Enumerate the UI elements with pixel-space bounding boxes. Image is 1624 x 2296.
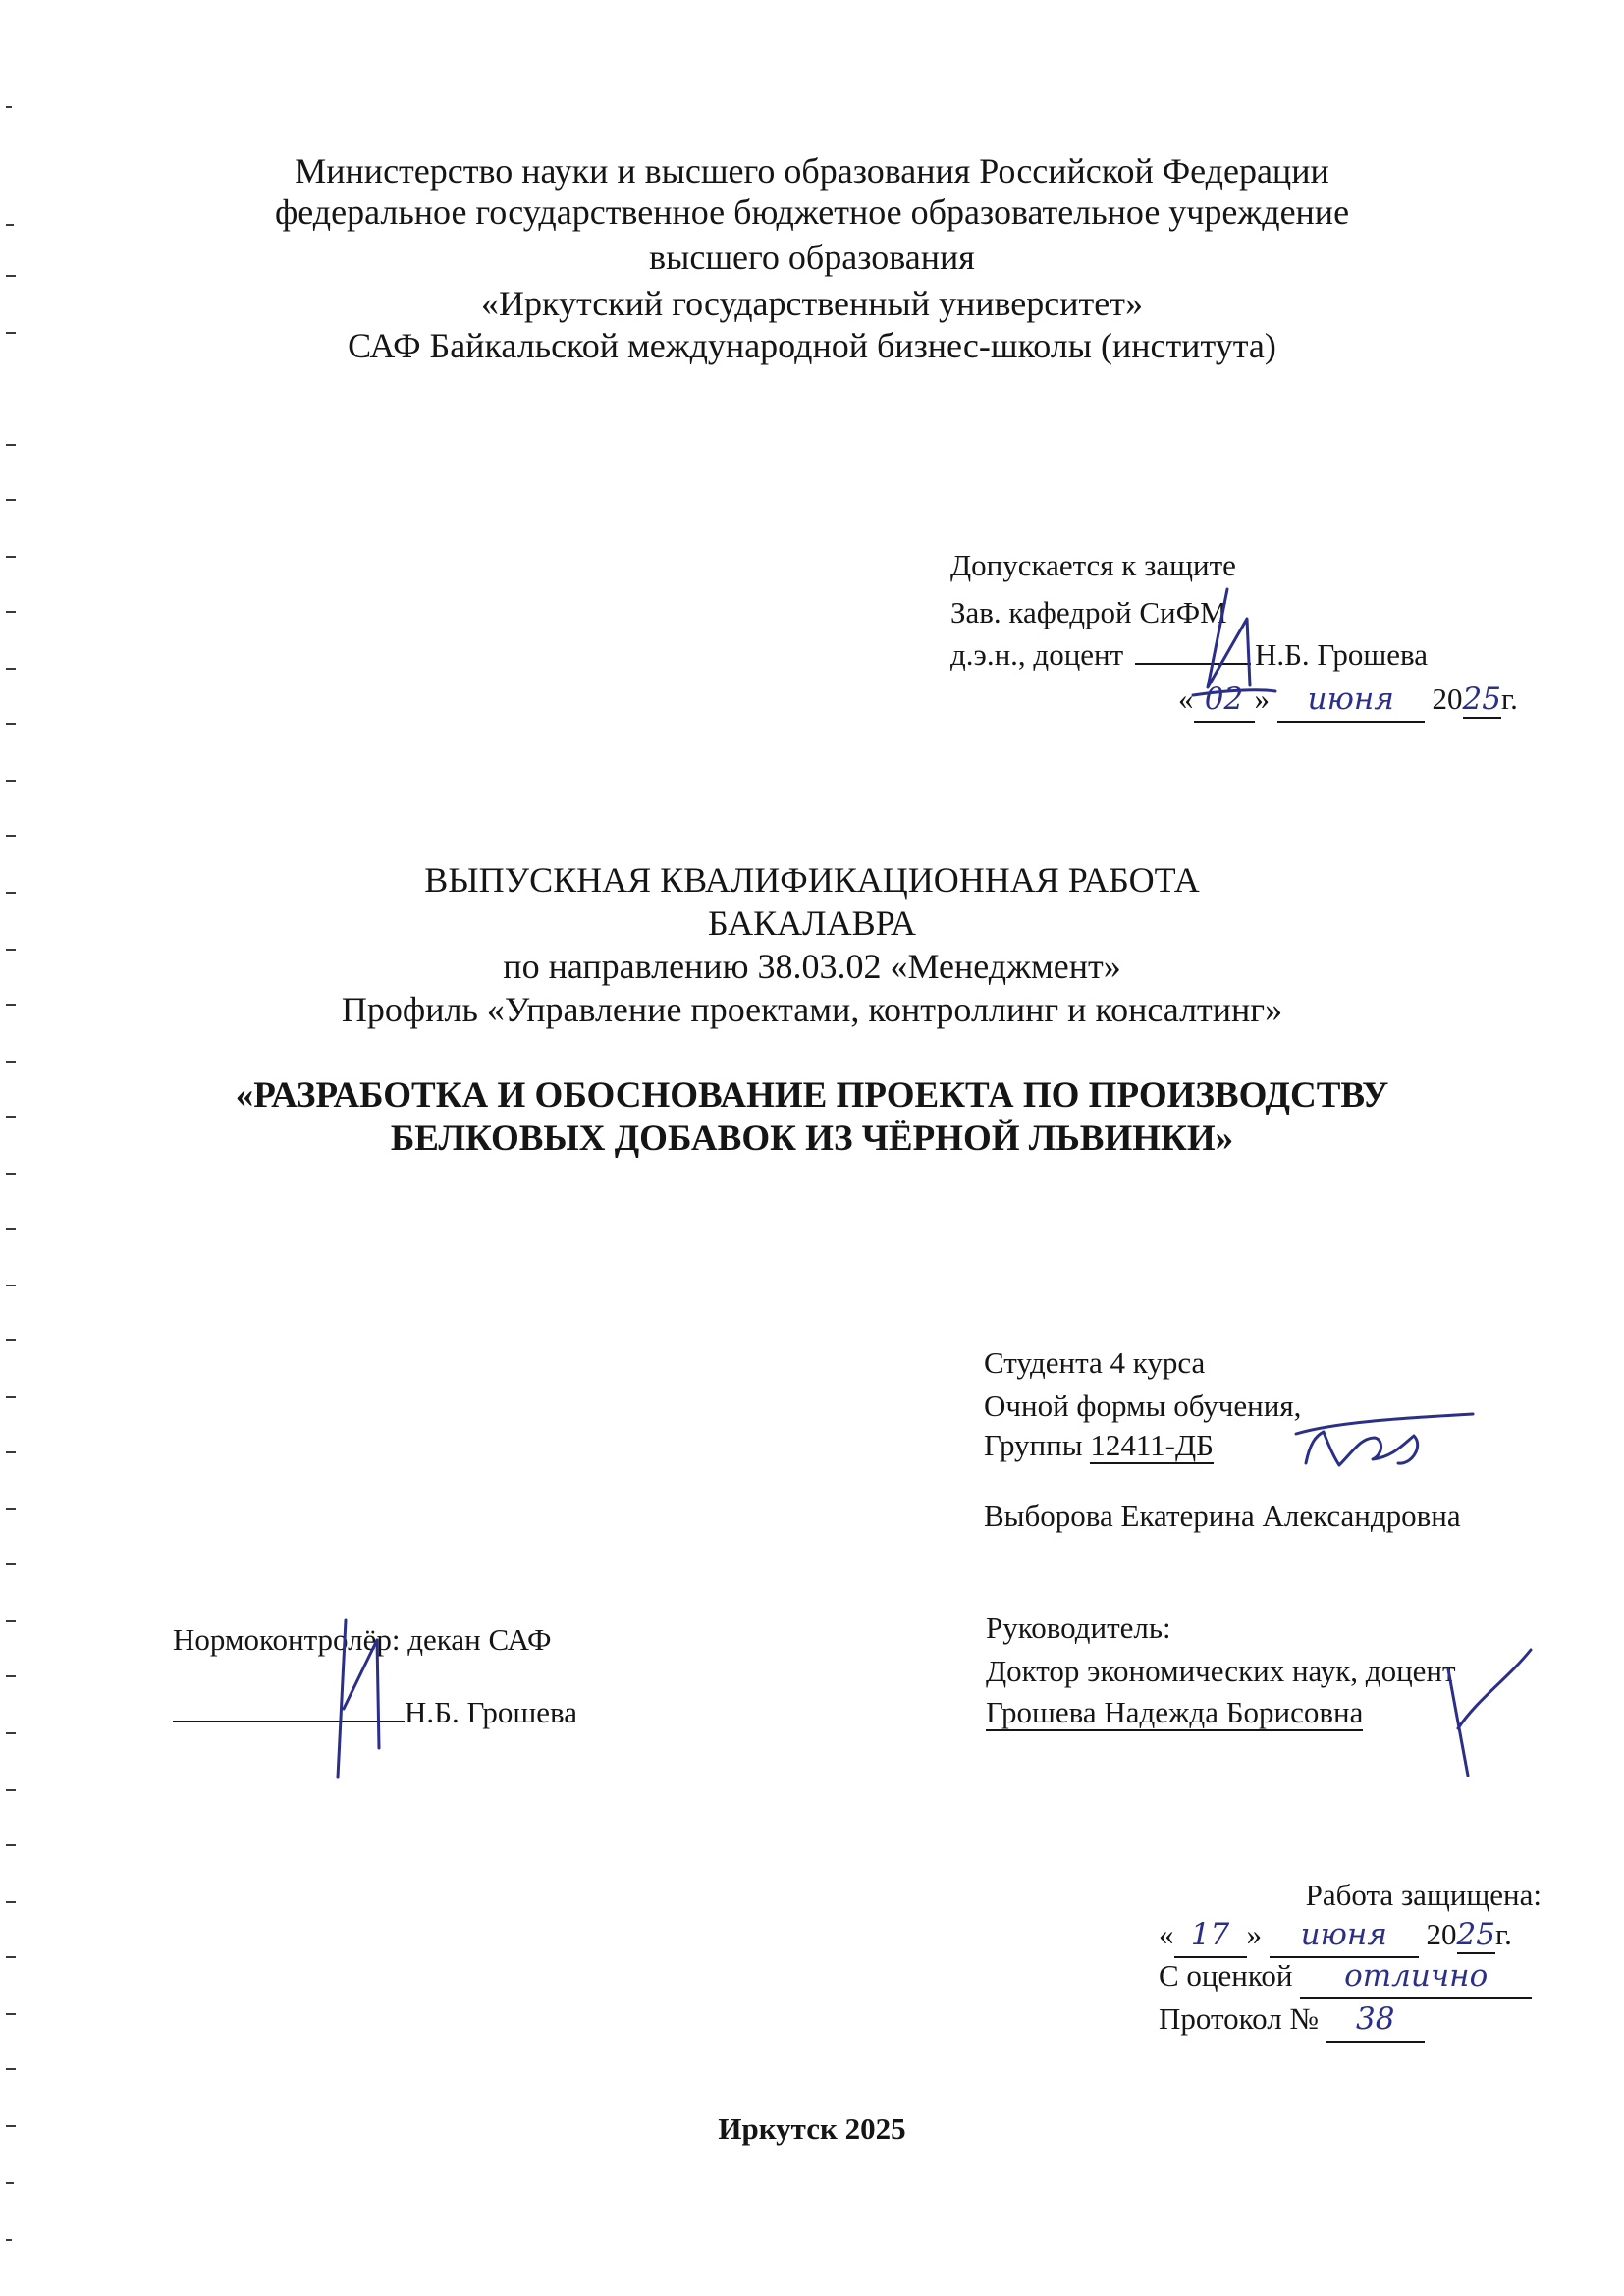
normcontrol-title: Нормоконтролёр: декан САФ bbox=[173, 1622, 552, 1657]
head-degree: д.э.н., доцент bbox=[950, 637, 1124, 672]
student-group: 12411-ДБ bbox=[1090, 1428, 1214, 1462]
defense-day: 17 bbox=[1174, 1913, 1247, 1958]
supervisor-name: Грошева Надежда Борисовна bbox=[986, 1695, 1364, 1729]
admission-year: 25 bbox=[1462, 682, 1501, 717]
defense-date: « 17 » июня 2025г. bbox=[1159, 1913, 1512, 1958]
supervisor-signature bbox=[1429, 1640, 1546, 1787]
normcontrol-signature bbox=[314, 1601, 412, 1787]
student-group-line: Группы 12411-ДБ bbox=[984, 1428, 1214, 1462]
admission-day: 02 bbox=[1194, 678, 1255, 723]
head-signature bbox=[1173, 579, 1281, 717]
topic-line-2: БЕЛКОВЫХ ДОБАВОК ИЗ ЧЁРНОЙ ЛЬВИНКИ» bbox=[390, 1119, 1234, 1159]
direction-line: по направлению 38.03.02 «Менеджмент» bbox=[503, 947, 1121, 986]
thesis-type-line-2: БАКАЛАВРА bbox=[707, 903, 917, 943]
admission-month: июня bbox=[1277, 678, 1425, 723]
admission-line: Допускается к защите bbox=[950, 548, 1236, 582]
supervisor-degree: Доктор экономических наук, доцент bbox=[986, 1654, 1456, 1688]
defense-grade: отлично bbox=[1300, 1954, 1532, 1999]
normcontrol-name: Н.Б. Грошева bbox=[405, 1695, 578, 1729]
school-name-line: САФ Байкальской международной бизнес-школы (института) bbox=[348, 326, 1276, 365]
student-signature bbox=[1267, 1375, 1483, 1483]
ministry-line: Министерство науки и высшего образования Российской Федерации bbox=[295, 151, 1329, 191]
student-name: Выборова Екатерина Александровна bbox=[984, 1499, 1461, 1533]
student-course: Студента 4 курса bbox=[984, 1345, 1206, 1380]
supervisor-title: Руководитель: bbox=[986, 1611, 1171, 1645]
defense-year: 25 bbox=[1456, 1917, 1495, 1952]
student-form: Очной формы обучения, bbox=[984, 1389, 1302, 1423]
city-year: Иркутск 2025 bbox=[718, 2111, 906, 2146]
department-head-line: Зав. кафедрой СиФМ bbox=[950, 595, 1227, 629]
university-name-line: «Иркутский государственный университет» bbox=[481, 284, 1143, 323]
supervisor-name-line bbox=[986, 1691, 1363, 1734]
defense-protocol-line: Протокол № 38 bbox=[1159, 1997, 1425, 2043]
defense-title: Работа защищена: bbox=[1305, 1878, 1542, 1912]
defense-month: июня bbox=[1270, 1913, 1419, 1958]
head-name: Н.Б. Грошева bbox=[1254, 637, 1428, 672]
defense-grade-line: С оценкой отлично bbox=[1159, 1954, 1532, 1999]
profile-line: Профиль «Управление проектами, контроллинг и консалтинг» bbox=[341, 990, 1283, 1029]
institution-type-line: федеральное государственное бюджетное образовательное учреждение bbox=[274, 192, 1350, 232]
education-level-line: высшего образования bbox=[649, 238, 975, 277]
defense-protocol: 38 bbox=[1326, 1997, 1425, 2043]
topic-line-1: «РАЗРАБОТКА И ОБОСНОВАНИЕ ПРОЕКТА ПО ПРОИЗВОДСТВУ bbox=[235, 1075, 1389, 1116]
thesis-type-line-1: ВЫПУСКНАЯ КВАЛИФИКАЦИОННАЯ РАБОТА bbox=[424, 860, 1200, 900]
admission-date: « 02 » июня 2025г. bbox=[1178, 678, 1518, 723]
